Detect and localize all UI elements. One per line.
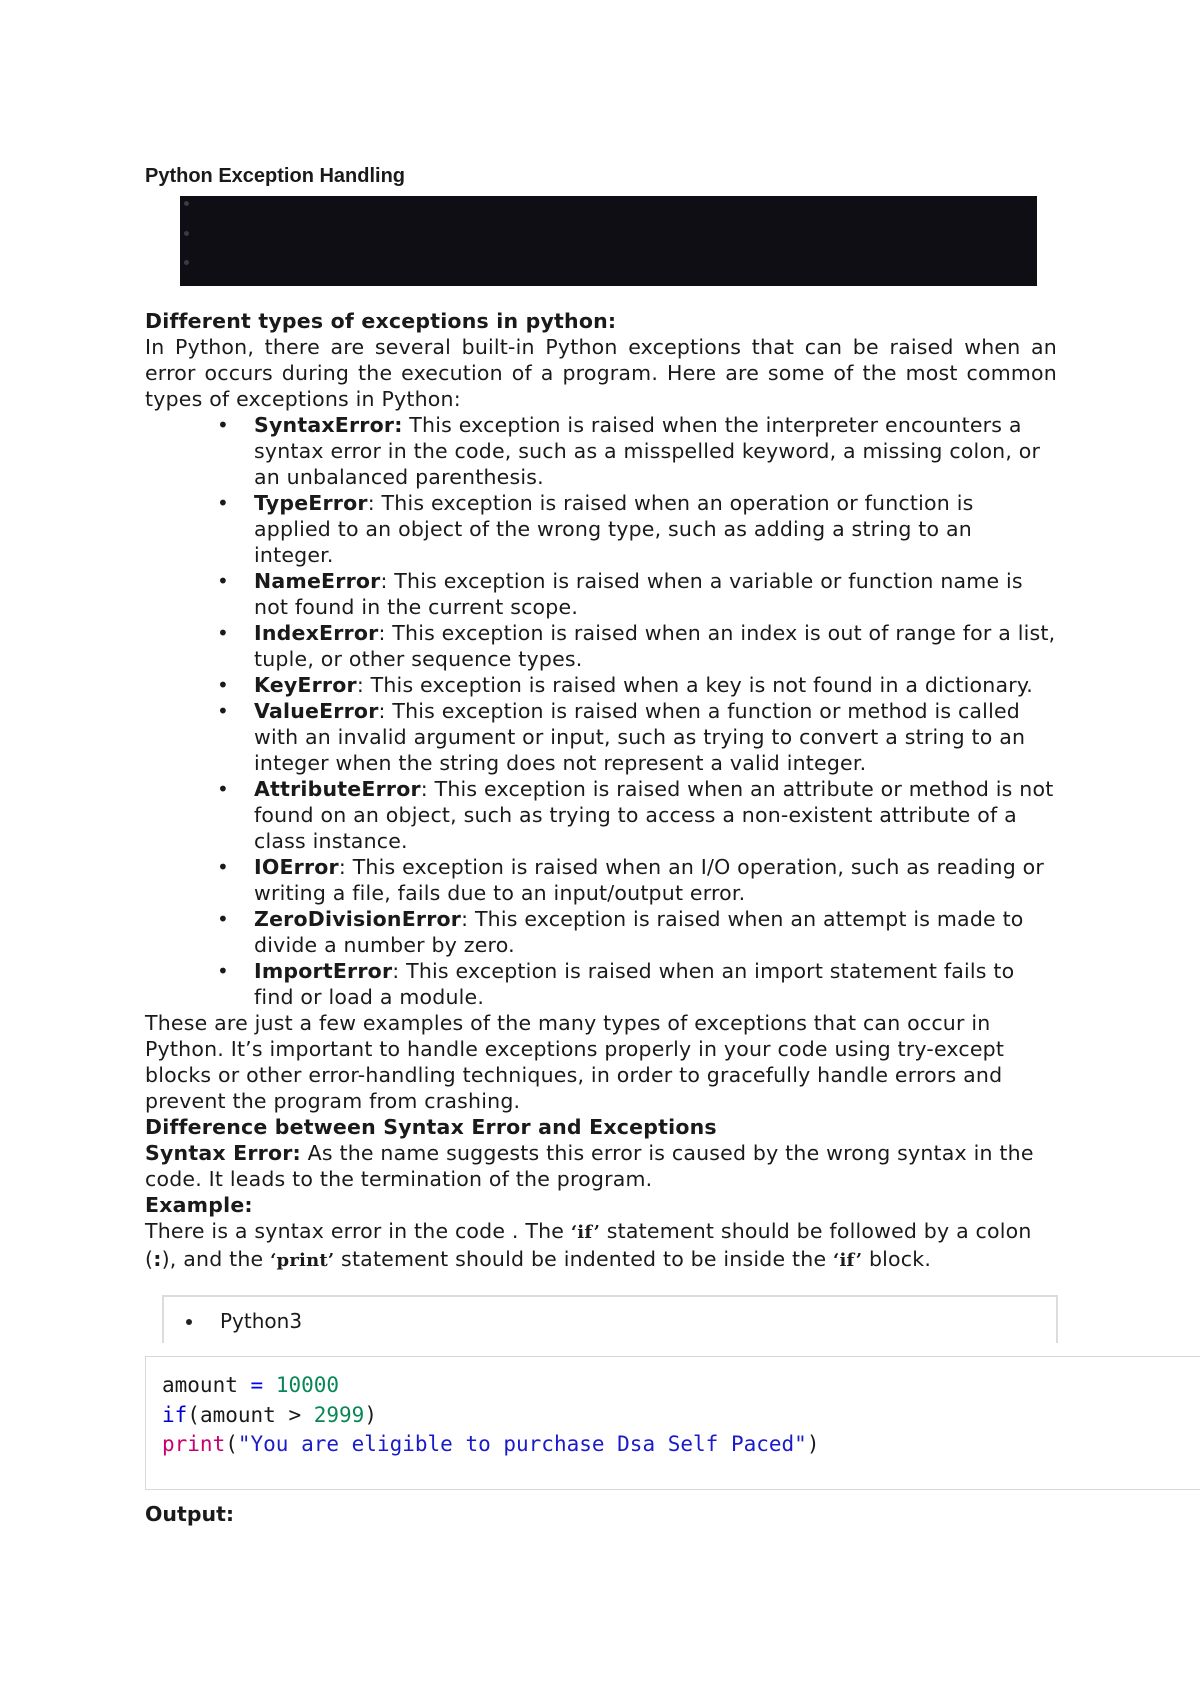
bullet-dot — [184, 231, 189, 236]
code-token: 2999 — [313, 1402, 365, 1427]
code-token: amount — [162, 1373, 251, 1397]
code-token: if — [162, 1402, 188, 1427]
list-item — [217, 698, 1057, 776]
syntax-error-paragraph — [145, 1140, 1057, 1192]
keyword-if: ‘if’ — [832, 1250, 863, 1271]
bullet-icon: • — [217, 491, 229, 515]
redacted-list-block — [180, 196, 1037, 286]
code-token: 10000 — [275, 1373, 340, 1397]
code-token: ( — [225, 1432, 238, 1456]
section-heading-exception-types: Different types of exceptions in python: — [145, 309, 617, 333]
exception-name: ValueError — [254, 699, 379, 723]
example-text: statement should be indented to be inside the — [334, 1247, 833, 1271]
exception-description: : This exception is raised when a variable or function name is not found in the current scope. — [254, 569, 1023, 619]
document-body — [145, 308, 1057, 1274]
example-text: There is a syntax error in the code . The — [145, 1219, 571, 1243]
exception-name: IOError — [254, 855, 339, 879]
exception-name: KeyError — [254, 673, 357, 697]
bullet-icon: • — [217, 699, 229, 723]
list-item — [217, 620, 1057, 672]
list-item — [217, 958, 1057, 1010]
bullet-dot — [184, 201, 189, 206]
exception-description: : This exception is raised when an attempt is made to divide a number by zero. — [254, 907, 1024, 957]
exception-description: : This exception is raised when an operation or function is applied to an object of the wrong type, such as adding a string to an integer. — [254, 491, 974, 567]
colon-symbol: : — [153, 1247, 162, 1271]
outro-paragraph: These are just a few examples of the many types of exceptions that can occur in Python. It’s important to handle exceptions properly in your code using try-except blocks or other error-handling techniques, in order to gracefully handle errors and prevent the program from crashing. — [145, 1011, 1005, 1113]
output-label: Output: — [145, 1502, 235, 1526]
exception-list — [145, 412, 1057, 1010]
code-token: ) — [806, 1432, 820, 1456]
exception-name: NameError — [254, 569, 381, 593]
exception-name: SyntaxError: — [254, 413, 403, 437]
list-item — [217, 568, 1057, 620]
code-block — [145, 1356, 1200, 1490]
bullet-icon: • — [217, 777, 229, 801]
section-heading-difference: Difference between Syntax Error and Exceptions — [145, 1115, 717, 1139]
code-line — [162, 1371, 1200, 1401]
keyword-print: ‘print’ — [270, 1250, 335, 1271]
exception-description: : This exception is raised when an index is out of range for a list, tuple, or other sequence types. — [254, 621, 1056, 671]
exception-name: ImportError — [254, 959, 393, 983]
bullet-icon: • — [217, 621, 229, 645]
syntax-error-label: Syntax Error: — [145, 1141, 301, 1165]
keyword-if: ‘if’ — [570, 1222, 601, 1243]
bullet-dot — [184, 260, 189, 265]
exception-name: TypeError — [254, 491, 368, 515]
code-token: print — [162, 1432, 226, 1456]
exception-description: This exception is raised when the interpreter encounters a syntax error in the code, such as a misspelled keyword, a missing colon, or an unbalanced parenthesis. — [254, 413, 1041, 489]
code-language-tabs — [162, 1295, 1058, 1343]
bullet-icon: • — [217, 673, 229, 697]
exception-description: : This exception is raised when an attribute or method is not found on an object, such as trying to access a non-existent attribute of a class instance. — [254, 777, 1054, 853]
example-text: block. — [862, 1247, 932, 1271]
exception-description: : This exception is raised when a function or method is called with an invalid argument or input, such as trying to convert a string to an integer when the string does not represent a valid integer. — [254, 699, 1026, 775]
intro-paragraph: In Python, there are several built-in Python exceptions that can be raised when an error occurs during the execution of a program. Here are some of the most common types of exceptions in Python: — [145, 335, 1057, 411]
bullet-icon — [186, 1319, 192, 1325]
code-line — [162, 1430, 1200, 1460]
example-paragraph — [145, 1218, 1057, 1274]
tab-python3[interactable]: Python3 — [220, 1309, 303, 1333]
exception-name: IndexError — [254, 621, 379, 645]
list-item — [217, 672, 1057, 698]
page-title: Python Exception Handling — [145, 165, 406, 187]
code-token: "You are eligible to purchase Dsa Self Paced" — [237, 1432, 807, 1456]
bullet-icon: • — [217, 907, 229, 931]
example-text: statement should be followed by a colon ( — [145, 1219, 1032, 1271]
list-item — [217, 776, 1057, 854]
list-item — [217, 854, 1057, 906]
code-token: ) — [364, 1402, 377, 1427]
code-token: (amount > — [187, 1402, 314, 1427]
exception-name: ZeroDivisionError — [254, 907, 462, 931]
list-item — [217, 490, 1057, 568]
list-item — [217, 906, 1057, 958]
syntax-error-text: As the name suggests this error is caused by the wrong syntax in the code. It leads to the termination of the program. — [145, 1141, 1034, 1191]
code-line — [162, 1401, 1200, 1431]
bullet-icon: • — [217, 959, 229, 983]
list-item — [217, 412, 1057, 490]
exception-description: : This exception is raised when an import statement fails to find or load a module. — [254, 959, 1015, 1009]
exception-name: AttributeError — [254, 777, 421, 801]
example-label: Example: — [145, 1193, 253, 1217]
code-space — [263, 1373, 276, 1397]
code-token: = — [250, 1373, 264, 1397]
exception-description: : This exception is raised when a key is not found in a dictionary. — [356, 673, 1034, 697]
example-text: ), and the — [161, 1247, 271, 1271]
bullet-icon: • — [217, 569, 229, 593]
bullet-icon: • — [217, 855, 229, 879]
exception-description: : This exception is raised when an I/O operation, such as reading or writing a file, fails due to an input/output error. — [254, 855, 1044, 905]
bullet-icon: • — [217, 413, 229, 437]
